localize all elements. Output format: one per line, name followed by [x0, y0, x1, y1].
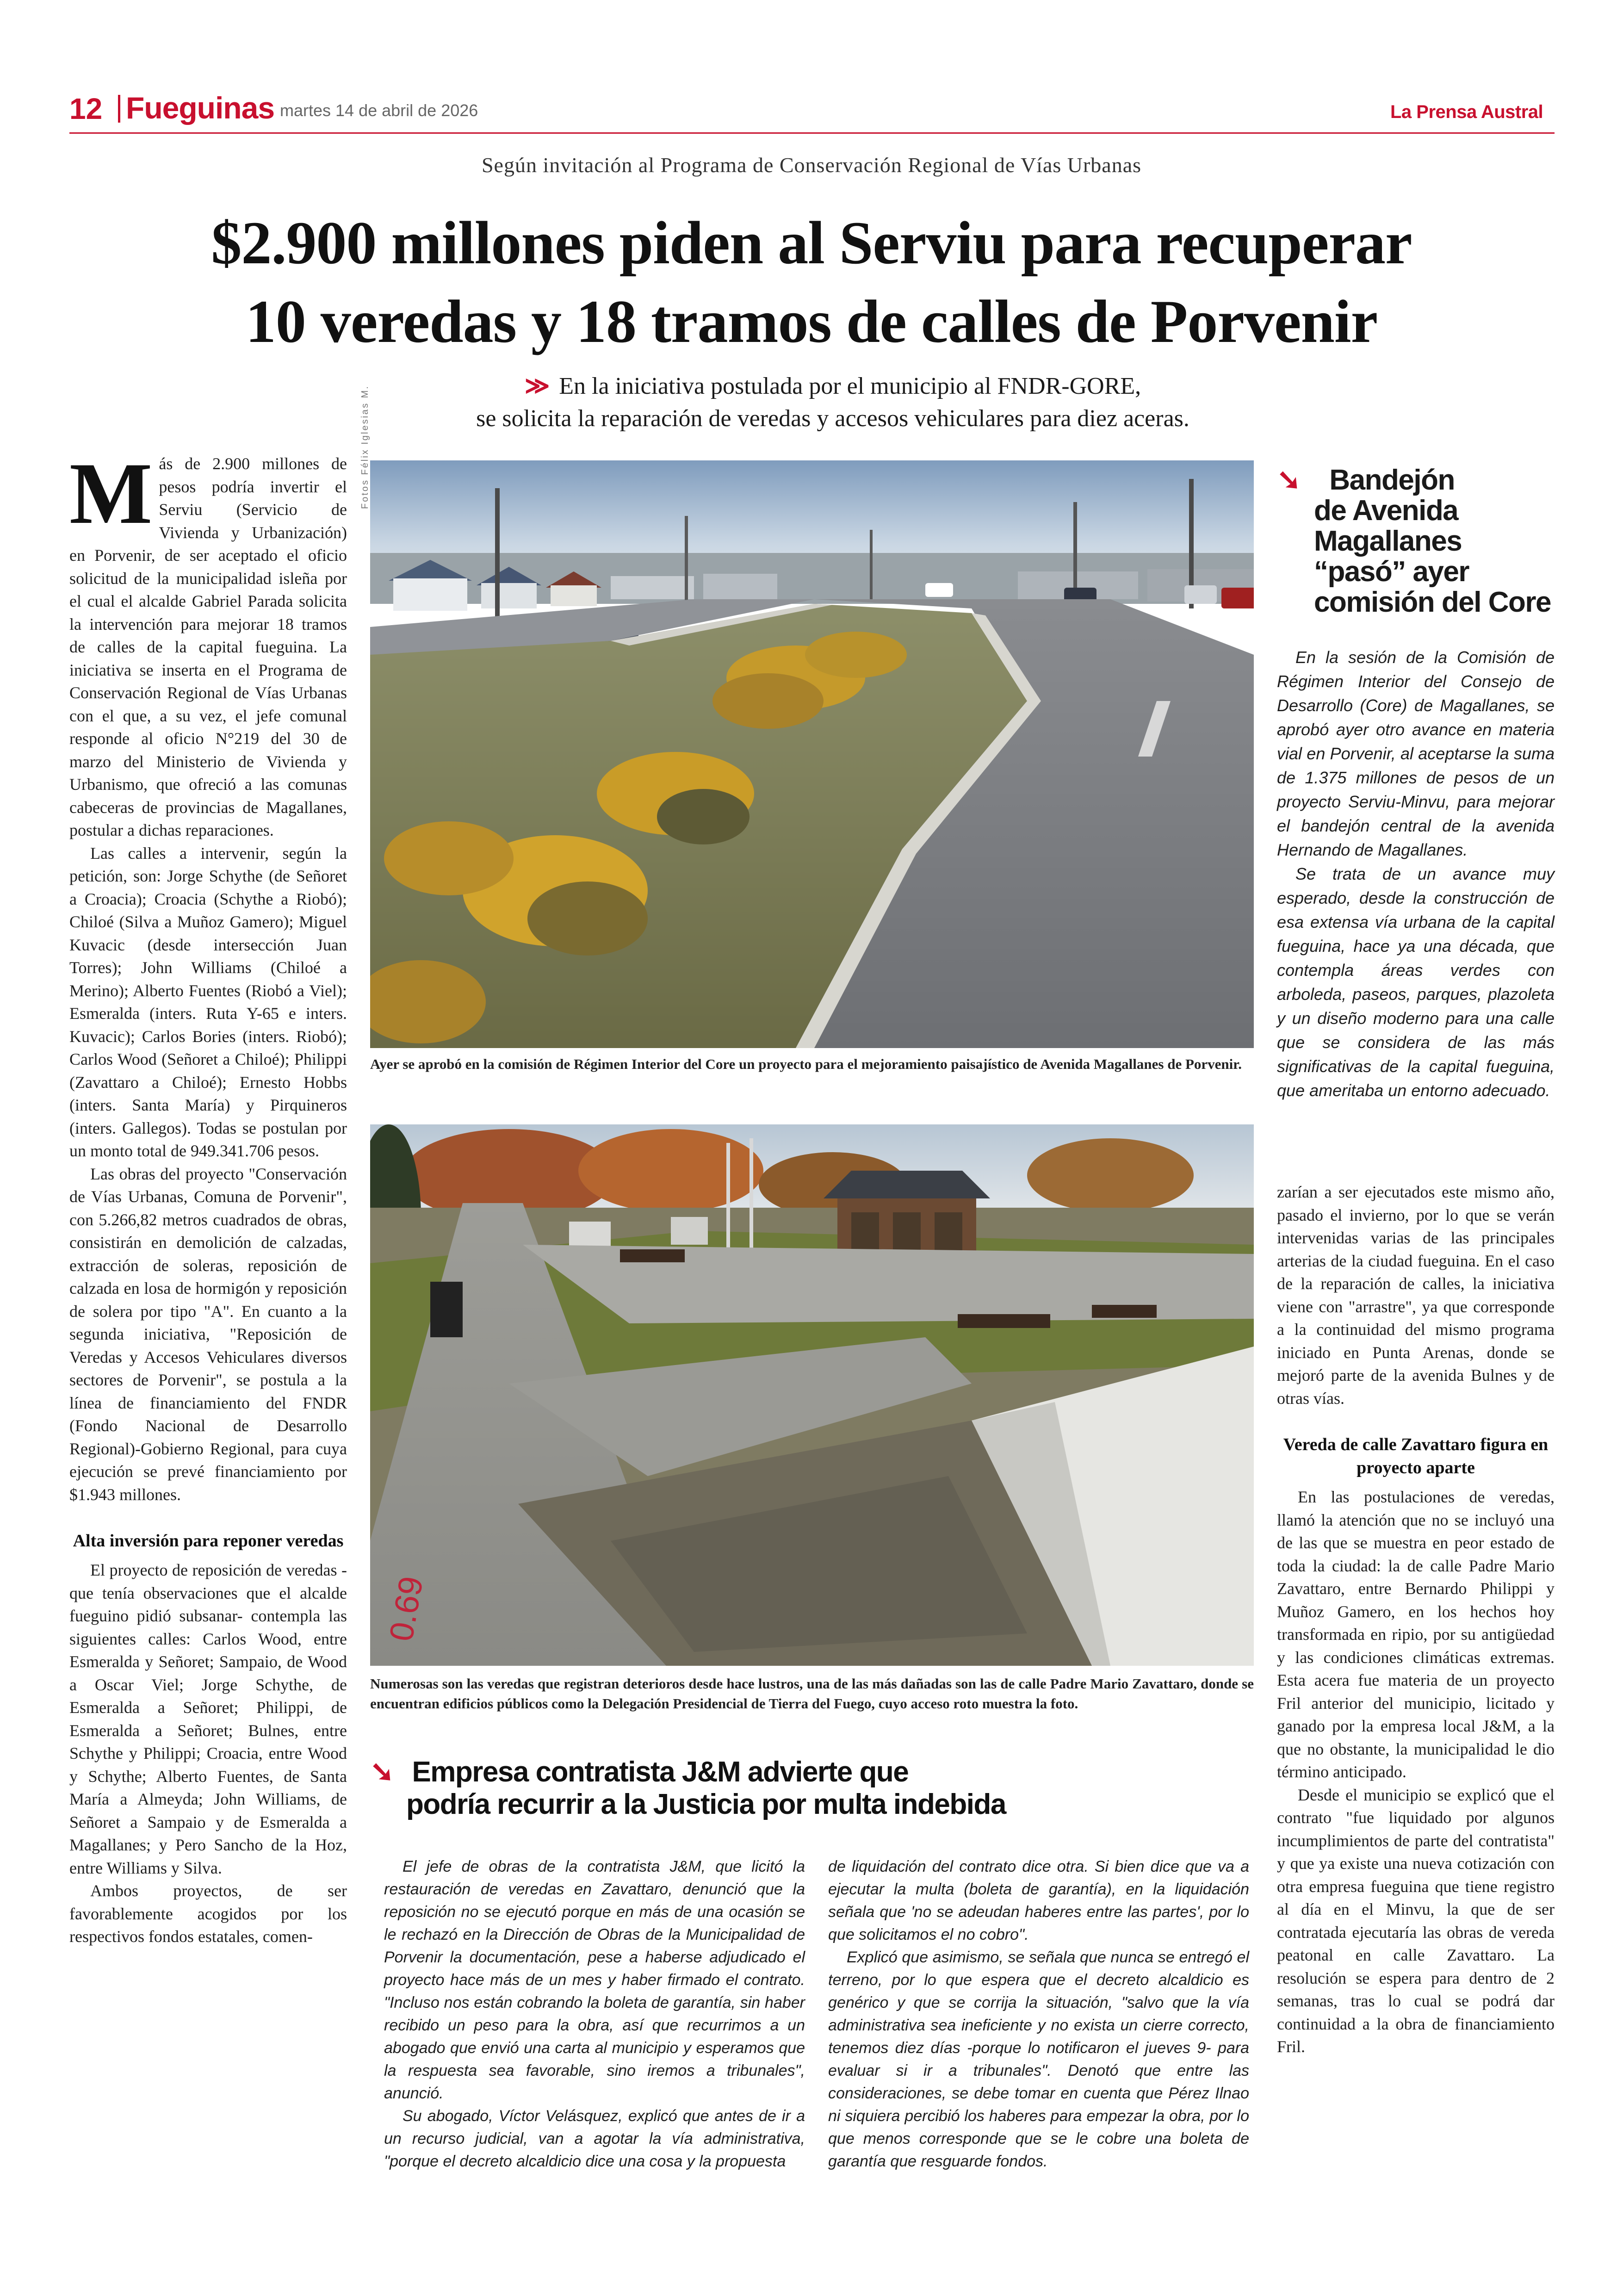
photo-caption: Ayer se aprobó en la comisión de Régimen Interior del Core un proyecto para el mejoramiento paisajístico de Avenida Magallanes de Porvenir. — [370, 1056, 1242, 1072]
kicker: Según invitación al Programa de Conservación Regional de Vías Urbanas — [481, 153, 1142, 177]
subheading: Vereda de calle Zavattaro figura en proyecto aparte — [1283, 1435, 1549, 1477]
headline-line-1: $2.900 millones piden al Serviu para recuperar — [211, 209, 1412, 277]
contractor-box-column-2 — [828, 1855, 1249, 2173]
deck — [324, 370, 1342, 435]
sidebar-title-line: Bandejón — [1329, 464, 1455, 496]
arrow-icon: ➘ — [370, 1756, 394, 1788]
photo-credit: Fotos Félix Iglesias M. — [360, 385, 370, 509]
article-paragraph: ás de 2.900 millones de pesos podría invertir el Serviu (Servicio de Vivienda y Urbanización) en Porvenir, de ser aceptado el oficio solicitud de la municipalidad isleña por el cual el alcalde Gabriel Parada solicita la intervención para mejorar 18 tramos de calles de la capital fueguina. La iniciativa se inserta en el Programa de Conservación Regional de Vías Urbanas con el que, a su vez, el jefe comunal responde al oficio N°219 del 30 de marzo del Ministerio de Vivienda y Urbanismo, que ofreció a las comunas cabeceras de provincias de Magallanes, postular a dichas reparaciones. — [69, 454, 347, 839]
header-separator — [118, 95, 120, 123]
header-rule — [69, 132, 1555, 134]
right-article-column — [1277, 1181, 1555, 2222]
deck-line-2: se solicita la reparación de veredas y accesos vehiculares para diez aceras. — [476, 405, 1189, 432]
sidebar-paragraph: En la sesión de la Comisión de Régimen Interior del Consejo de Desarrollo (Core) de Magallanes, se aprobó ayer otro avance en materia vial en Porvenir, al aceptarse la suma de 1.375 millones de pesos de un proyecto Serviu-Minvu, para mejorar el bandejón central de la avenida Hernando de Magallanes. — [1277, 648, 1555, 859]
sidebar-body — [1277, 645, 1555, 1103]
photo-zavattaro-sidewalk — [370, 1124, 1254, 1666]
article-paragraph: El proyecto de reposición de veredas -que tenía observaciones que el alcalde fueguino pidió subsanar- contempla las siguientes calles: Carlos Wood, entre Esmeralda y Señoret; Sampaio, de Wood a Oscar Viel; Jorge Schythe, de Esmeralda a Señoret; Philippi, de Esmeralda a Señoret; Bulnes, entre Schythe y Philippi; Croacia, entre Wood y Schythe; Alberto Fuentes, de Santa María a Almeyda; John Williams, de Señoret a Sampaio y de Esmeralda a Magallanes; y Pero Sancho de la Hoz, entre Williams y Silva. — [69, 1561, 347, 1877]
sidebar-title-line: “pasó” ayer — [1314, 556, 1469, 588]
page-number: 12 — [69, 92, 103, 125]
contractor-box-title — [370, 1756, 1254, 1821]
box-title-line: podría recurrir a la Justicia por multa indebida — [406, 1788, 1006, 1820]
issue-date: martes 14 de abril de 2026 — [280, 101, 478, 120]
box-title-line: Empresa contratista J&M advierte que — [412, 1756, 909, 1788]
photo-caption: Numerosas son las veredas que registran deterioros desde hace lustros, una de las más dañadas son las de calle Padre Mario Zavattaro, donde se encuentran edificios públicos como la Delegación Presidencial de Tierra del Fuego, cuyo acceso roto muestra la foto. — [370, 1675, 1254, 1712]
headline — [93, 204, 1530, 361]
sidebar-title-line: Magallanes — [1314, 525, 1462, 557]
photo-avenida-magallanes — [370, 460, 1254, 1048]
headline-line-2: 10 veredas y 18 tramos de calles de Porvenir — [245, 287, 1378, 355]
deck-chevron-icon: ≫ — [524, 373, 550, 399]
article-paragraph: Las obras del proyecto "Conservación de Vías Urbanas, Comuna de Porvenir", con 5.266,82 metros cuadrados de obras, consistirán en demolición de calzadas, extracción de soleras, reposición de calzada en losa de hormigón y reposición de solera por tipo "A". En cuanto a la segunda iniciativa, "Reposición de Veredas y Accesos Vehiculares diversos sectores de Porvenir", se postula a la línea de financiamiento del FNDR (Fondo Nacional de Desarrollo Regional)-Gobierno Regional, para cuya ejecución se prevé financiamiento por $1.943 millones. — [69, 1164, 347, 1504]
arrow-icon: ➘ — [1277, 464, 1301, 496]
box-paragraph: Explicó que asimismo, se señala que nunca se entregó el terreno, por lo que espera que el decreto alcaldicio es genérico y que se corrija la situación, "salvo que la vía administrativa sea ineficiente y no exista un cierre correcto, tenemos diez días -porque lo notificaron el jueves 9- para evaluar si ir a tribunales". Denotó que entre las consideraciones, se debe tomar en cuenta que Pérez Ilnao ni siquiera percibió los haberes para empezar la obra, por lo que menos corresponde que se le cobre una boleta de garantía que resguarde fondos. — [828, 1948, 1249, 2170]
sidewalk-scene-illustration — [370, 1124, 1254, 1666]
sidebar-paragraph: Se trata de un avance muy esperado, desde la construcción de esa extensa vía urbana de la capital fueguina, hace ya una década, que contempla áreas verdes con arboleda, paseos, parques, plazoleta y un diseño moderno para una calle que se considera de las más significativas de la capital fueguina, que ameritaba un entorno adecuado. — [1277, 864, 1555, 1100]
box-paragraph: Su abogado, Víctor Velásquez, explicó que antes de ir a un recurso judicial, van a agotar la vía administrativa, "porque el decreto alcaldicio dice una cosa y la propuesta — [384, 2107, 805, 2170]
sidebar-title — [1277, 465, 1555, 618]
contractor-box-column-1 — [384, 1855, 805, 2173]
street-scene-illustration — [370, 460, 1254, 1048]
subheading: Alta inversión para reponer veredas — [73, 1531, 344, 1551]
article-paragraph: Ambos proyectos, de ser favorablemente acogidos por los respectivos fondos estatales, comen- — [69, 1881, 347, 1946]
deck-line-1: En la iniciativa postulada por el municipio al FNDR-GORE, — [559, 373, 1141, 399]
box-paragraph: de liquidación del contrato dice otra. Si bien dice que va a ejecutar la multa (boleta de garantía), en la liquidación señala que 'no se adeudan haberes entre las partes', por lo que solicitamos el no cobro". — [828, 1858, 1249, 1943]
graffiti-marking: 0.69 — [382, 1573, 431, 1644]
publication-name: La Prensa Austral — [1390, 102, 1543, 122]
section-name: Fueguinas — [126, 91, 275, 125]
main-article-column — [69, 453, 347, 2220]
sidebar-title-line: comisión del Core — [1314, 586, 1551, 618]
sidebar-title-line: de Avenida — [1314, 495, 1458, 527]
box-paragraph: El jefe de obras de la contratista J&M, que licitó la restauración de veredas en Zavattaro, denunció que la reposición no se ejecutó porque en más de una ocasión se le rechazó en la Dirección de Obras de la Municipalidad de Porvenir la documentación, pese a haberse adjudicado el proyecto hace más de un mes y haber firmado el contrato. "Incluso nos están cobrando la boleta de garantía, sin haber recibido un peso para la obra, así que recurrimos a un abogado que envió una carta al municipio y esperamos que la respuesta sea favorable, sino iremos a tribunales", anunció. — [384, 1858, 805, 2102]
article-paragraph: Las calles a intervenir, según la petición, son: Jorge Schythe (de Señoret a Croacia); Croacia (Schythe a Riobó); Chiloé (Silva a Muñoz Gamero); Miguel Kuvacic (desde intersección Juan Torres); John Williams (Chiloé a Merino); Alberto Fuentes (Riobó a Viel); Esmeralda (inters. Ruta Y-65 e inters. Kuvacic); Carlos Bories (inters. Riobó); Carlos Wood (Señoret a Chiloé); Philippi (Zavattaro a Chiloé); Ernesto Hobbs (inters. Santa María) y Pirquineros (inters. Gallegos). Todas se postulan por un monto total de 949.341.706 pesos. — [69, 844, 347, 1160]
article-paragraph: Desde el municipio se explicó que el contrato "fue liquidado por algunos incumplimientos de parte del contratista" y que ya existe una nueva cotización con otra empresa fueguina que tiene registro al día en el Minvu, la que de ser contratada ejecutaría las obras de vereda peatonal en calle Zavattaro. La resolución se espera para dentro de 2 semanas, tras lo cual se podrá dar continuidad a la obra de financiamiento Fril. — [1277, 1785, 1555, 2056]
article-paragraph: zarían a ser ejecutados este mismo año, pasado el invierno, por lo que se verán intervenidas varias de las principales arterias de la ciudad fueguina. En el caso de la reparación de calles, la iniciativa viene con "arrastre", ya que corresponde a la continuidad del mismo programa iniciado en Punta Arenas, donde se mejoró parte de la avenida Bulnes y de otras vías. — [1277, 1183, 1555, 1408]
article-paragraph: En las postulaciones de veredas, llamó la atención que no se incluyó una de las que se muestra en peor estado de toda la ciudad: la de calle Padre Mario Zavattaro, entre Bernardo Philippi y Muñoz Gamero, en los hechos hoy transformada en ripio, por su antigüedad y las condiciones climáticas extremas. Esta acera fue materia de un proyecto Fril anterior del municipio, licitado y ganado por la empresa local J&M, a la que no obstante, la municipalidad le dio término anticipado. — [1277, 1488, 1555, 1781]
drop-cap: M — [69, 453, 153, 542]
